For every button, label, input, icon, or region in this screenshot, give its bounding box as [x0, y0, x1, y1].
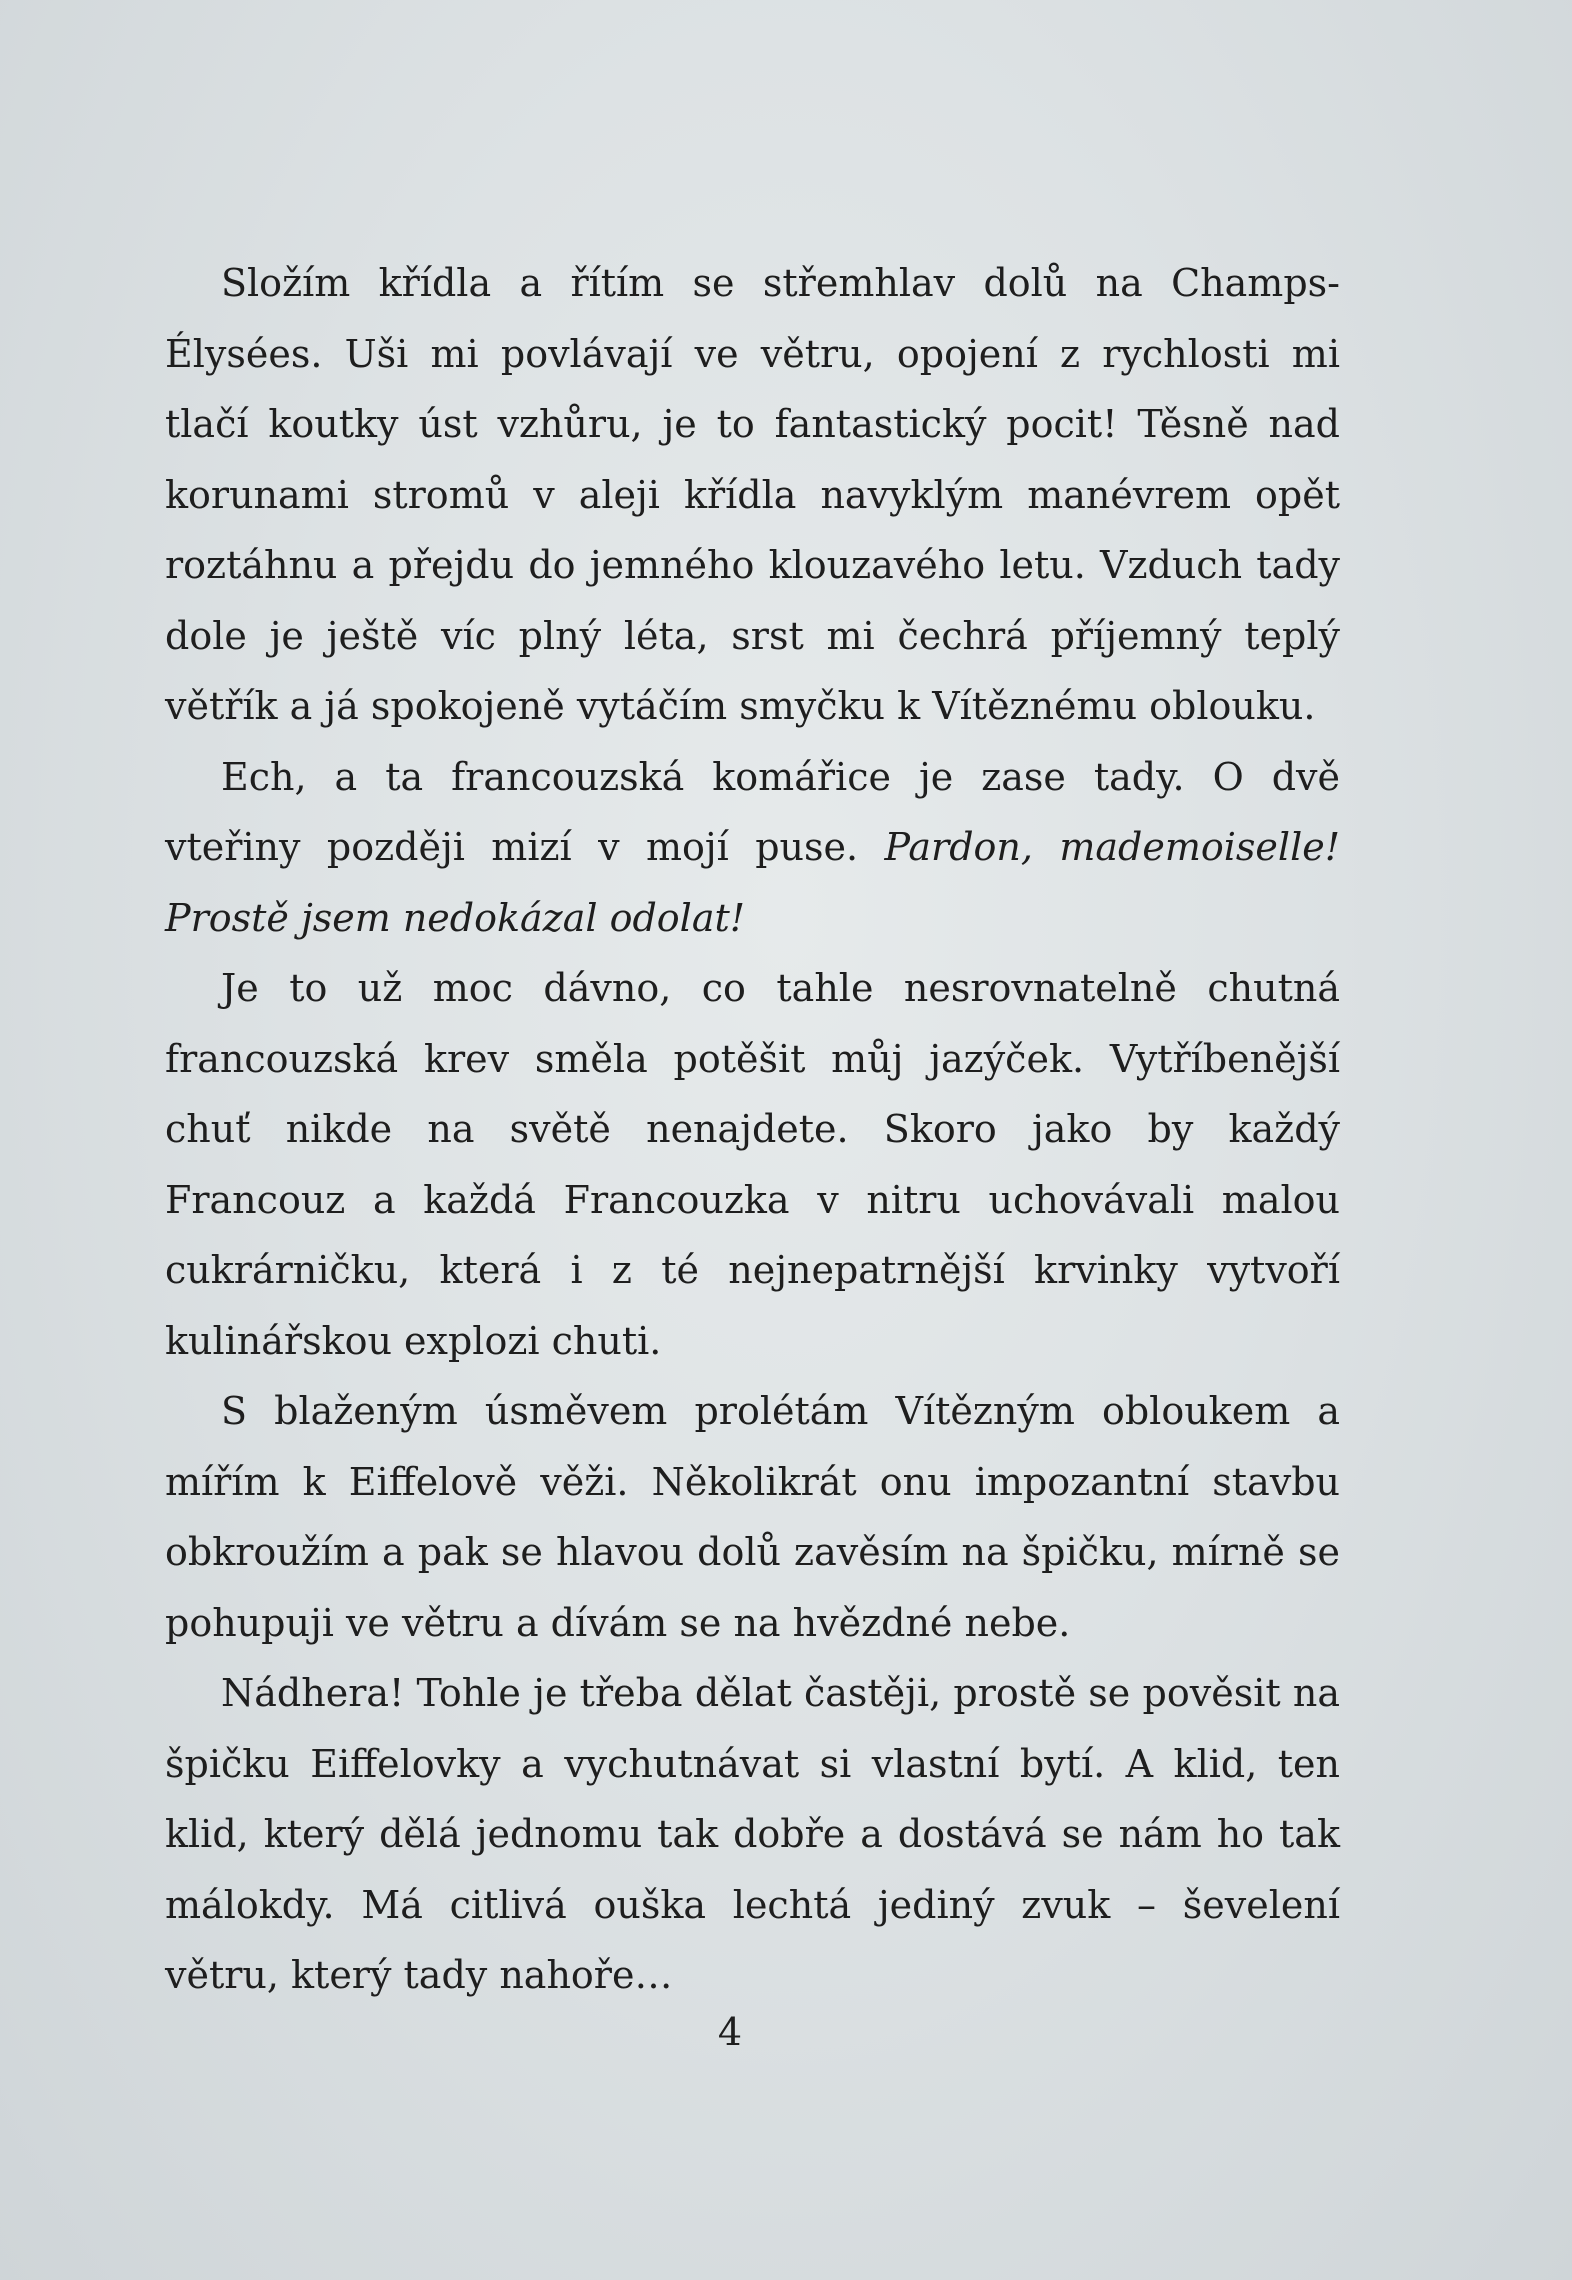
paragraph-3-text: Je to už moc dávno, co tahle nesrovnatelně chutná francouzská krev směla potěšit můj jazýček. Vytříbenější chuť nikde na světě nenajdete. Skoro jako by každý Francouz a každá Francouzka v nitru uchovávali malou cukrárničku, která i z té nejnepatrnější krvinky vytvoří kulinářskou explozi chuti. — [165, 966, 1340, 1363]
paragraph-1-text: Složím křídla a řítím se střemhlav dolů na Champs-Élysées. Uši mi povlávají ve větru, opojení z rychlosti mi tlačí koutky úst vzhůru, je to fantastický pocit! Těsně nad korunami stromů v aleji křídla navyklým manévrem opět roztáhnu a přejdu do jemného klouzavého letu. Vzduch tady dole je ještě víc plný léta, srst mi čechrá příjemný teplý větřík a já spokojeně vytáčím smyčku k Vítěznému oblouku. — [165, 261, 1340, 728]
paragraph-2-italic-text: Pardon, mademoiselle! Prostě jsem nedokázal odolat! — [165, 825, 1340, 940]
paragraph-2 — [165, 742, 1340, 954]
body-text — [165, 248, 1340, 2011]
page-number: 4 — [717, 2010, 743, 2054]
paragraph-1 — [165, 248, 1340, 742]
paragraph-4-text: S blaženým úsměvem prolétám Vítězným obloukem a mířím k Eiffelově věži. Několikrát onu impozantní stavbu obkroužím a pak se hlavou dolů zavěsím na špičku, mírně se pohupuji ve větru a dívám se na hvězdné nebe. — [165, 1389, 1340, 1645]
paragraph-5-text: Nádhera! Tohle je třeba dělat častěji, prostě se pověsit na špičku Eiffelovky a vychutnávat si vlastní bytí. A klid, ten klid, který dělá jednomu tak dobře a dostává se nám ho tak málokdy. Má citlivá ouška lechtá jediný zvuk – ševelení větru, který tady nahoře… — [165, 1671, 1340, 1997]
paragraph-3 — [165, 953, 1340, 1376]
paragraph-2-text: Ech, a ta francouzská komářice je zase tady. O dvě vteřiny později mizí v mojí puse. — [165, 754, 1340, 869]
paragraph-5 — [165, 1658, 1340, 2011]
paragraph-4 — [165, 1376, 1340, 1658]
